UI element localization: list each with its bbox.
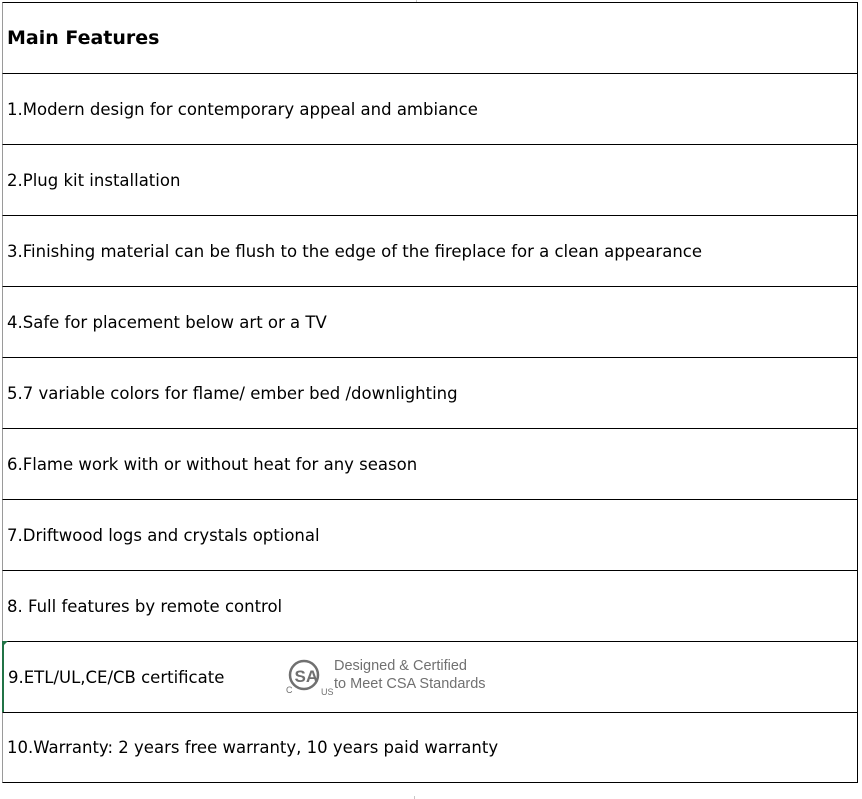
spreadsheet xyxy=(2,2,858,783)
feature-cell: 4.Safe for placement below art or a TV xyxy=(7,312,327,332)
feature-row-8[interactable] xyxy=(2,570,858,641)
csa-us-label: US xyxy=(321,687,334,697)
svg-text:SA: SA xyxy=(294,667,319,686)
feature-row-2[interactable] xyxy=(2,144,858,215)
csa-line-2: to Meet CSA Standards xyxy=(334,676,486,692)
csa-line-1: Designed & Certified xyxy=(334,658,467,674)
feature-cell: 10.Warranty: 2 years free warranty, 10 years paid warranty xyxy=(7,738,499,757)
feature-row-9[interactable] xyxy=(2,641,858,712)
feature-cell: 3.Finishing material can be flush to the edge of the fireplace for a clean appearance xyxy=(7,241,702,261)
feature-cell: 2.Plug kit installation xyxy=(7,170,181,190)
feature-cell: 6.Flame work with or without heat for any season xyxy=(7,454,418,474)
feature-row-5[interactable] xyxy=(2,357,858,428)
feature-row-10[interactable] xyxy=(2,712,858,783)
header-row[interactable] xyxy=(2,2,858,73)
feature-cell: 7.Driftwood logs and crystals optional xyxy=(7,525,320,545)
feature-cell: 5.7 variable colors for flame/ ember bed /downlighting xyxy=(7,383,458,403)
csa-c-label: C xyxy=(286,685,293,695)
feature-cell: 1.Modern design for contemporary appeal and ambiance xyxy=(7,99,478,119)
feature-cell: 8. Full features by remote control xyxy=(7,596,283,616)
feature-cell: 9.ETL/UL,CE/CB certificate xyxy=(8,667,225,687)
header-cell: Main Features xyxy=(7,27,160,49)
feature-row-1[interactable] xyxy=(2,73,858,144)
selection-marker xyxy=(2,641,8,647)
feature-row-4[interactable] xyxy=(2,286,858,357)
csa-certification-logo xyxy=(286,655,506,699)
csa-logo-text xyxy=(334,657,486,693)
feature-row-7[interactable] xyxy=(2,499,858,570)
feature-row-6[interactable] xyxy=(2,428,858,499)
feature-row-3[interactable] xyxy=(2,215,858,286)
